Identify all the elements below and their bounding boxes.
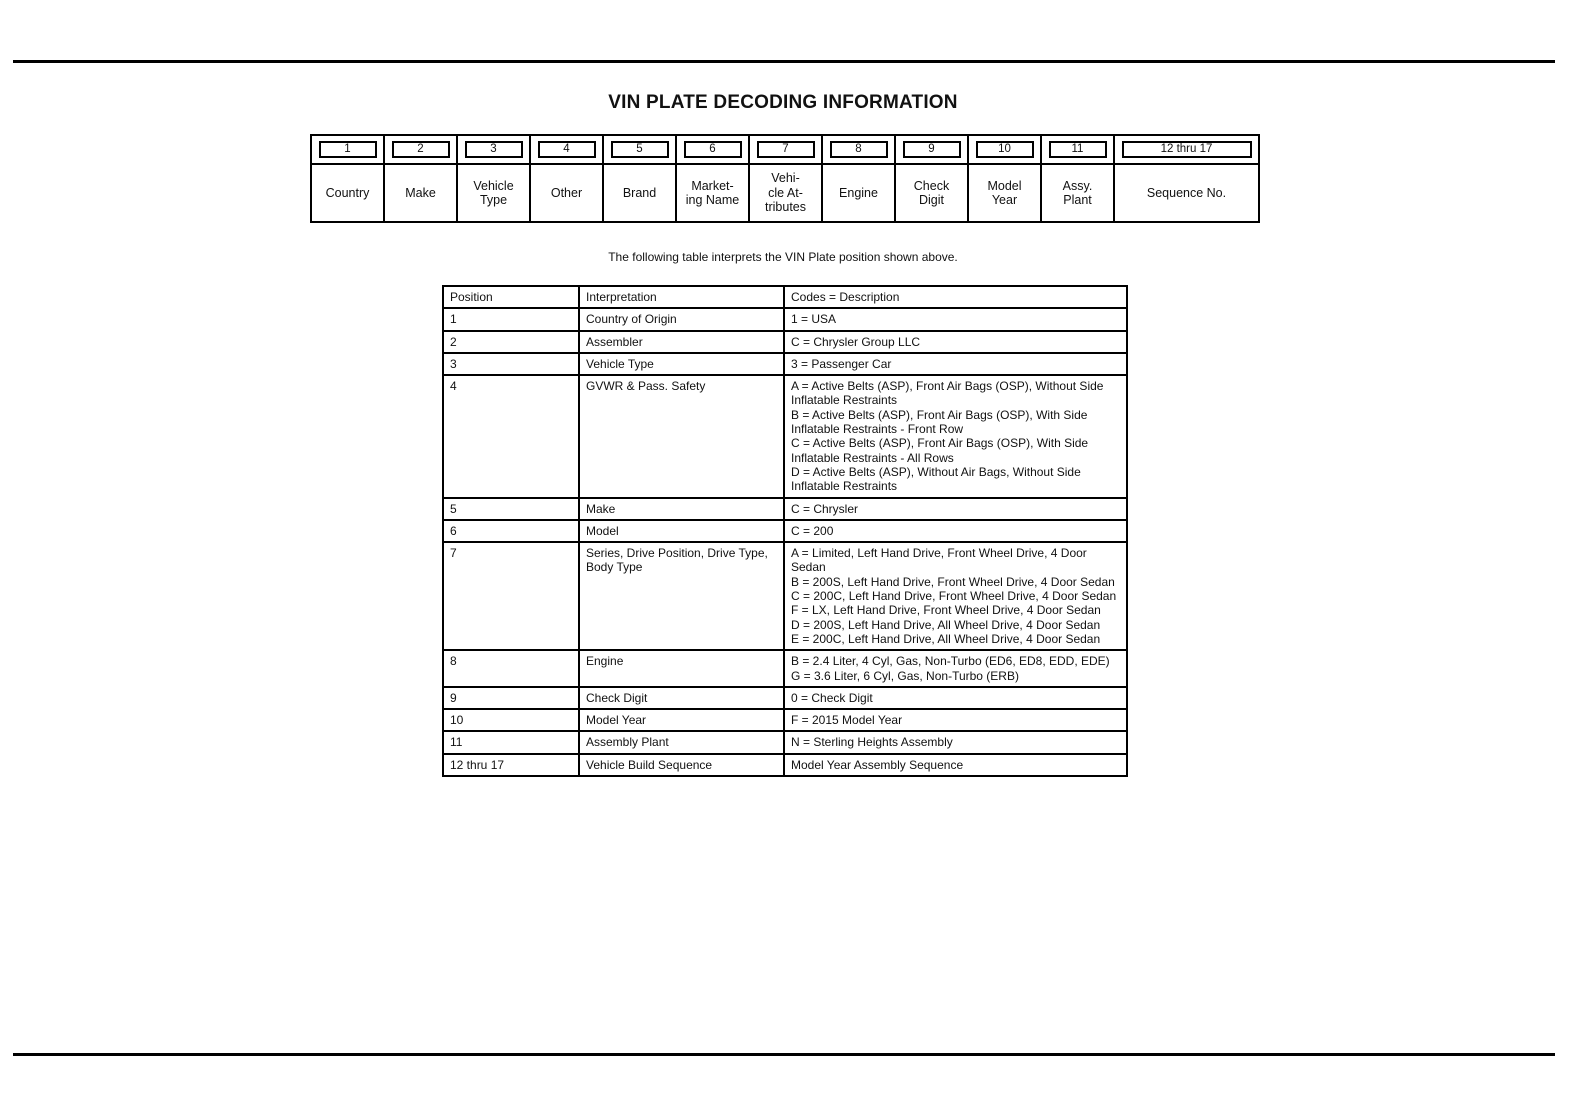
page-title: VIN PLATE DECODING INFORMATION (608, 92, 958, 113)
code-description: C = Chrysler Group LLC (791, 334, 921, 349)
vin-number-row (311, 135, 1259, 164)
vin-position-label: Sequence No. (1114, 164, 1259, 222)
table-row (443, 353, 1127, 375)
vin-position-number: 4 (538, 141, 596, 158)
table-row (443, 520, 1127, 542)
interpretation-cell: Series, Drive Position, Drive Type, Body Type (579, 542, 784, 650)
codes-cell (784, 498, 1127, 520)
code-description: E = 200C, Left Hand Drive, All Wheel Drive, 4 Door Sedan (791, 631, 1101, 646)
code-description: C = 200C, Left Hand Drive, Front Wheel Drive, 4 Door Sedan (791, 589, 1117, 604)
position-cell: 9 (443, 687, 579, 709)
codes-cell (784, 331, 1127, 353)
interpretation-cell: GVWR & Pass. Safety (579, 375, 784, 497)
vin-position-label: Check Digit (895, 164, 968, 222)
vin-position-number: 12 thru 17 (1122, 141, 1252, 158)
column-header: Codes = Description (784, 286, 1127, 308)
table-row (443, 709, 1127, 731)
position-cell: 8 (443, 650, 579, 687)
vin-position-diagram (310, 134, 1260, 223)
vin-position-label: Vehi- cle At- tributes (749, 164, 822, 222)
code-description: 3 = Passenger Car (791, 356, 892, 371)
codes-cell (784, 353, 1127, 375)
table-caption: The following table interprets the VIN Plate position shown above. (608, 250, 958, 264)
position-cell: 12 thru 17 (443, 754, 579, 776)
vin-position-label: Other (530, 164, 603, 222)
table-row (443, 375, 1127, 497)
interpretation-cell: Assembler (579, 331, 784, 353)
vin-position-label: Brand (603, 164, 676, 222)
code-description: B = 2.4 Liter, 4 Cyl, Gas, Non-Turbo (ED6, ED8, EDD, EDE) (791, 654, 1110, 669)
codes-cell (784, 709, 1127, 731)
column-header: Interpretation (579, 286, 784, 308)
codes-cell (784, 375, 1127, 497)
position-cell: 1 (443, 308, 579, 330)
interpretation-cell: Assembly Plant (579, 731, 784, 753)
vin-label-row (311, 164, 1259, 222)
vin-position-number: 11 (1049, 141, 1107, 158)
vin-position-number: 8 (830, 141, 888, 158)
vin-position-number: 3 (465, 141, 523, 158)
vin-position-number: 1 (319, 141, 377, 158)
vin-position-label: Vehicle Type (457, 164, 530, 222)
code-description: C = 200 (791, 523, 834, 538)
vin-position-number: 2 (392, 141, 450, 158)
codes-cell (784, 308, 1127, 330)
codes-cell (784, 754, 1127, 776)
position-cell: 3 (443, 353, 579, 375)
code-description: C = Chrysler (791, 501, 859, 516)
position-cell: 2 (443, 331, 579, 353)
interpretation-cell: Model Year (579, 709, 784, 731)
bottom-rule (13, 1053, 1555, 1056)
codes-cell (784, 650, 1127, 687)
code-description: D = Active Belts (ASP), Without Air Bags, Without Side Inflatable Restraints (791, 464, 1081, 494)
vin-position-label: Make (384, 164, 457, 222)
code-description: G = 3.6 Liter, 6 Cyl, Gas, Non-Turbo (ERB) (791, 668, 1019, 683)
position-cell: 11 (443, 731, 579, 753)
vin-position-label: Market- ing Name (676, 164, 749, 222)
interpretation-cell: Model (579, 520, 784, 542)
vin-position-label: Engine (822, 164, 895, 222)
code-description: 1 = USA (791, 312, 837, 327)
position-cell: 5 (443, 498, 579, 520)
codes-cell (784, 731, 1127, 753)
vin-position-number: 7 (757, 141, 815, 158)
table-row (443, 650, 1127, 687)
interpretation-cell: Country of Origin (579, 308, 784, 330)
code-description: 0 = Check Digit (791, 690, 873, 705)
vin-position-number: 9 (903, 141, 961, 158)
interpretation-cell: Vehicle Build Sequence (579, 754, 784, 776)
code-description: A = Limited, Left Hand Drive, Front Wheel Drive, 4 Door Sedan (791, 546, 1087, 575)
position-cell: 7 (443, 542, 579, 650)
code-description: B = 200S, Left Hand Drive, Front Wheel Drive, 4 Door Sedan (791, 574, 1115, 589)
table-row (443, 498, 1127, 520)
codes-cell (784, 687, 1127, 709)
vin-position-label: Model Year (968, 164, 1041, 222)
code-description: D = 200S, Left Hand Drive, All Wheel Drive, 4 Door Sedan (791, 617, 1101, 632)
table-row (443, 331, 1127, 353)
table-row (443, 754, 1127, 776)
column-header: Position (443, 286, 579, 308)
table-header-row (443, 286, 1127, 308)
top-rule (13, 60, 1555, 63)
code-description: B = Active Belts (ASP), Front Air Bags (OSP), With Side Inflatable Restraints - Front Row (791, 407, 1088, 437)
table-body (443, 308, 1127, 776)
code-description: N = Sterling Heights Assembly (791, 735, 953, 750)
position-cell: 6 (443, 520, 579, 542)
vin-position-number: 6 (684, 141, 742, 158)
vin-position-label: Country (311, 164, 384, 222)
table-row (443, 542, 1127, 650)
table-row (443, 731, 1127, 753)
codes-cell (784, 542, 1127, 650)
vin-position-number: 10 (976, 141, 1034, 158)
code-description: A = Active Belts (ASP), Front Air Bags (OSP), Without Side Inflatable Restraints (791, 379, 1104, 408)
position-cell: 10 (443, 709, 579, 731)
code-description: Model Year Assembly Sequence (791, 757, 964, 772)
table-row (443, 308, 1127, 330)
position-cell: 4 (443, 375, 579, 497)
vin-interpretation-table (442, 285, 1128, 777)
vin-position-number: 5 (611, 141, 669, 158)
interpretation-cell: Vehicle Type (579, 353, 784, 375)
code-description: F = 2015 Model Year (791, 713, 903, 728)
vin-position-label: Assy. Plant (1041, 164, 1114, 222)
code-description: F = LX, Left Hand Drive, Front Wheel Drive, 4 Door Sedan (791, 603, 1101, 618)
interpretation-cell: Check Digit (579, 687, 784, 709)
interpretation-cell: Engine (579, 650, 784, 687)
code-description: C = Active Belts (ASP), Front Air Bags (OSP), With Side Inflatable Restraints - All Rows (791, 436, 1089, 465)
table-row (443, 687, 1127, 709)
codes-cell (784, 520, 1127, 542)
interpretation-cell: Make (579, 498, 784, 520)
